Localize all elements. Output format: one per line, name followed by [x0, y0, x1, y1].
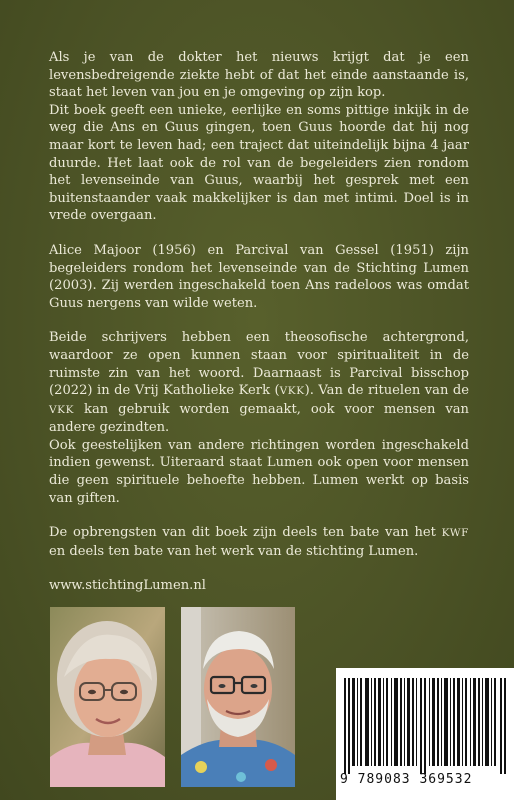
website-url: www.stichtingLumen.nl	[49, 578, 206, 594]
paragraph-authors: Alice Majoor (1956) en Parcival van Gessel (1951) zijn begeleiders rondom het levenseinde van de Stichting Lumen (2003). Zij werden ingeschakeld toen Ans radeloos was omdat Guus nergens van wilde weten.	[49, 242, 469, 311]
paragraph-other-clergy: Ook geestelijken van andere richtingen worden ingeschakeld indien gewenst. Uiteraard staat Lumen ook open voor mensen die geen spirituele behoefte hebben. Lumen werkt op basis van giften.	[49, 437, 469, 506]
paragraph-book-description: Dit boek geeft een unieke, eerlijke en soms pittige inkijk in de weg die Ans en Guus gingen, toen Guus hoorde dat hij nog maar kort te leven had; een traject dat uiteindelijk bijna 4 jaar duurde. Het laat ook de rol van de begeleiders zien rondom het levenseinde van Guus, waarbij het gesprek met een buitenstaander vaak makkelijker is dan met intimi. Doel is in vrede overgaan.	[49, 102, 469, 224]
portrait-man	[181, 607, 295, 787]
portrait-woman	[50, 607, 165, 787]
author-photo-parcival	[181, 607, 295, 787]
blurb-text	[49, 49, 469, 595]
barcode-bars	[342, 678, 510, 774]
paragraph-intro: Als je van de dokter het nieuws krijgt dat je een levensbedreigende ziekte hebt of dat het einde aanstaande is, staat het leven van jou en je omgeving op zijn kop.	[49, 50, 469, 101]
author-photo-alice	[50, 607, 165, 787]
isbn-number: 9 789083 369532	[340, 772, 473, 787]
paragraph-background: Beide schrijvers hebben een theosofische achtergrond, waardoor ze open kunnen staan voor spiritualiteit in de ruimste zin van het woord. Daarnaast is Parcival bisschop (2022) in de Vrij Katholieke Kerk (VKK). Van de rituelen van de VKK kan gebruik worden gemaakt, ook voor mensen van andere gezindten.	[49, 330, 469, 436]
paragraph-proceeds: De opbrengsten van dit boek zijn deels ten bate van het KWF en deels ten bate van het werk van de stichting Lumen.	[49, 525, 469, 559]
isbn-barcode	[336, 668, 514, 800]
